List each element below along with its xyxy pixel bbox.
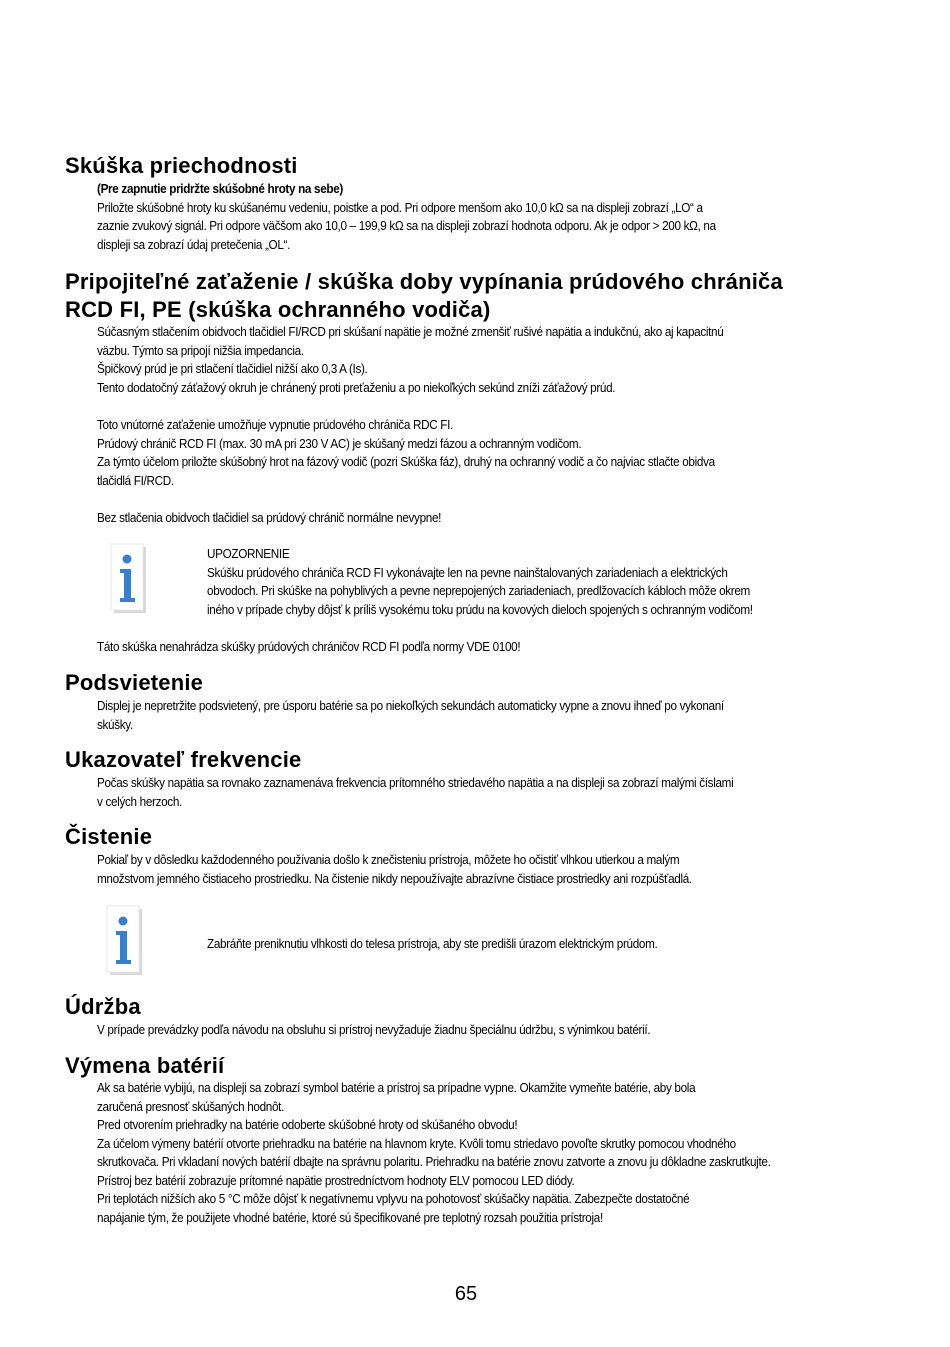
text-line: Za účelom výmeny batérií otvorte priehradku na batérie na hlavnom kryte. Kvôli tomu striedavo povoľte skrutky pomocou vhodného <box>97 1136 736 1151</box>
text-line: Tento dodatočný záťažový okruh je chránený proti preťaženiu a po niekoľkých sekúnd zníži záťažový prúd. <box>97 380 616 395</box>
page-number: 65 <box>454 1283 478 1305</box>
warning-line: Skúšku prúdového chrániča RCD FI vykonávajte len na pevne nainštalovaných zariadeniach a elektrických <box>207 565 728 580</box>
continuity-subheading: (Pre zapnutie pridržte skúšobné hroty na sebe) <box>97 182 344 196</box>
text-line: Prístroj bez batérií zobrazuje prítomné napätie prostredníctvom hodnoty ELV pomocou LED diódy. <box>97 1173 575 1188</box>
battery-body <box>97 1079 818 1227</box>
text-line: Ak sa batérie vybijú, na displeji sa zobrazí symbol batérie a prístroj sa prípadne vypne. Okamžite vymeňte batérie, aby bola <box>97 1081 696 1095</box>
warning-box <box>207 545 858 619</box>
text-line: zaručená presnosť skúšaných hodnôt. <box>97 1099 285 1114</box>
text-line: Priložte skúšobné hroty ku skúšanému vedeniu, poistke a pod. Pri odpore menšom ako 10,0 kΩ sa na displeji zobrazí „LO“ a <box>97 200 703 215</box>
rcd-heading-line1: Pripojiteľné zaťaženie / skúška doby vypínania prúdového chrániča <box>65 269 783 294</box>
warning-line: iného v prípade chyby dôjsť k príliš vysokému toku prúdu na kovových dieloch spojených s ochranným vodičom! <box>207 602 753 617</box>
rcd-body-a <box>97 323 818 397</box>
rcd-heading-line2: RCD FI, PE (skúška ochranného vodiča) <box>65 297 491 322</box>
backlight-heading: Podsvietenie <box>65 670 204 695</box>
text-line: väzbu. Týmto sa pripojí nižšia impedancia. <box>97 343 304 358</box>
continuity-heading: Skúška priechodnosti <box>65 153 298 178</box>
text-line: skrutkovača. Pri vkladaní nových batérií dbajte na správnu polaritu. Priehradku na batérie znovu zatvorte a znovu ju dôkladne zaskrutkujte. <box>97 1155 771 1169</box>
text-line: Súčasným stlačením obidvoch tlačidiel FI/RCD pri skúšaní napätie je možné zmenšiť rušivé napätia a indukčnú, ako aj kapacitnú <box>97 325 724 339</box>
cleaning-heading: Čistenie <box>65 824 153 849</box>
text-line: V prípade prevádzky podľa návodu na obsluhu si prístroj nevyžaduje žiadnu špeciálnu údržbu, s výnimkou batérií. <box>97 1023 651 1037</box>
rcd-body-d <box>97 638 818 657</box>
text-line: Prúdový chránič RCD FI (max. 30 mA pri 230 V AC) je skúšaný medzi fázou a ochranným vodičom. <box>97 436 582 451</box>
text-line: Pred otvorením priehradky na batérie odoberte skúšobné hroty od skúšaného obvodu! <box>97 1118 518 1132</box>
info-icon-graphic <box>104 905 144 977</box>
warning-line: obvodoch. Pri skúške na pohyblivých a pevne neprepojených zariadeniach, predlžovacích kábloch môže okrem <box>207 584 750 598</box>
text-line: zaznie zvukový signál. Pri odpore väčšom ako 10,0 – 199,9 kΩ sa na displeji zobrazí hodnota odporu. Ak je odpor > 200 kΩ, na <box>97 219 716 233</box>
text-line: napájanie tým, že použijete vhodné batérie, ktoré sú špecifikované pre teplotný rozsah použitia prístroja! <box>97 1210 603 1225</box>
warning-title: UPOZORNENIE <box>207 547 290 561</box>
text-line: Pri teplotách nižších ako 5 °C môže dôjsť k negatívnemu vplyvu na pohotovosť skúšačky napätia. Zabezpečte dostatočné <box>97 1192 690 1206</box>
continuity-body <box>97 180 818 254</box>
text-line: Toto vnútorné zaťaženie umožňuje vypnutie prúdového chrániča RDC FI. <box>97 418 453 432</box>
maintenance-body <box>97 1021 818 1040</box>
text-line: skúšky. <box>97 717 133 732</box>
rcd-body-b <box>97 416 818 490</box>
text-line: Pokiaľ by v dôsledku každodenného používania došlo k znečisteniu prístroja, môžete ho očistiť vlhkou utierkou a malým <box>97 853 680 867</box>
info-icon <box>104 905 144 977</box>
maintenance-heading: Údržba <box>65 994 141 1019</box>
rcd-body-c <box>97 509 818 528</box>
text-line: Táto skúška nenahrádza skúšky prúdových chráničov RCD FI podľa normy VDE 0100! <box>97 640 521 654</box>
cleaning-body <box>97 851 818 888</box>
text-line: tlačidlá FI/RCD. <box>97 473 174 488</box>
note-text: Zabráňte preniknutiu vlhkosti do telesa prístroja, aby ste predišli úrazom elektrickým prúdom. <box>207 937 658 951</box>
frequency-body <box>97 774 818 811</box>
text-line: v celých herzoch. <box>97 794 182 809</box>
text-line: displeji sa zobrazí údaj pretečenia „OL“. <box>97 237 291 252</box>
text-line: Bez stlačenia obidvoch tlačidiel sa prúdový chránič normálne nevypne! <box>97 511 442 525</box>
backlight-body <box>97 697 818 734</box>
text-line: Počas skúšky napätia sa rovnako zaznamenáva frekvencia prítomného striedavého napätia a na displeji sa zobrazí malými číslami <box>97 776 734 790</box>
text-line: Displej je nepretržite podsvietený, pre úsporu batérie sa po niekoľkých sekundách automaticky vypne a znovu ihneď po vykonaní <box>97 699 724 713</box>
battery-heading: Výmena batérií <box>65 1053 225 1078</box>
info-icon-graphic <box>108 543 148 615</box>
text-line: množstvom jemného čistiaceho prostriedku. Na čistenie nikdy nepoužívajte abrazívne čistiace prostriedky ani rozpúšťadlá. <box>97 871 692 886</box>
info-icon <box>108 543 148 615</box>
frequency-heading: Ukazovateľ frekvencie <box>65 747 302 772</box>
text-line: Špičkový prúd je pri stlačení tlačidiel nižší ako 0,3 A (Is). <box>97 362 368 376</box>
text-line: Za týmto účelom priložte skúšobný hrot na fázový vodič (pozri Skúška fáz), druhý na ochranný vodič a čo najviac stlačte obidva <box>97 455 715 469</box>
cleaning-note <box>207 935 858 954</box>
